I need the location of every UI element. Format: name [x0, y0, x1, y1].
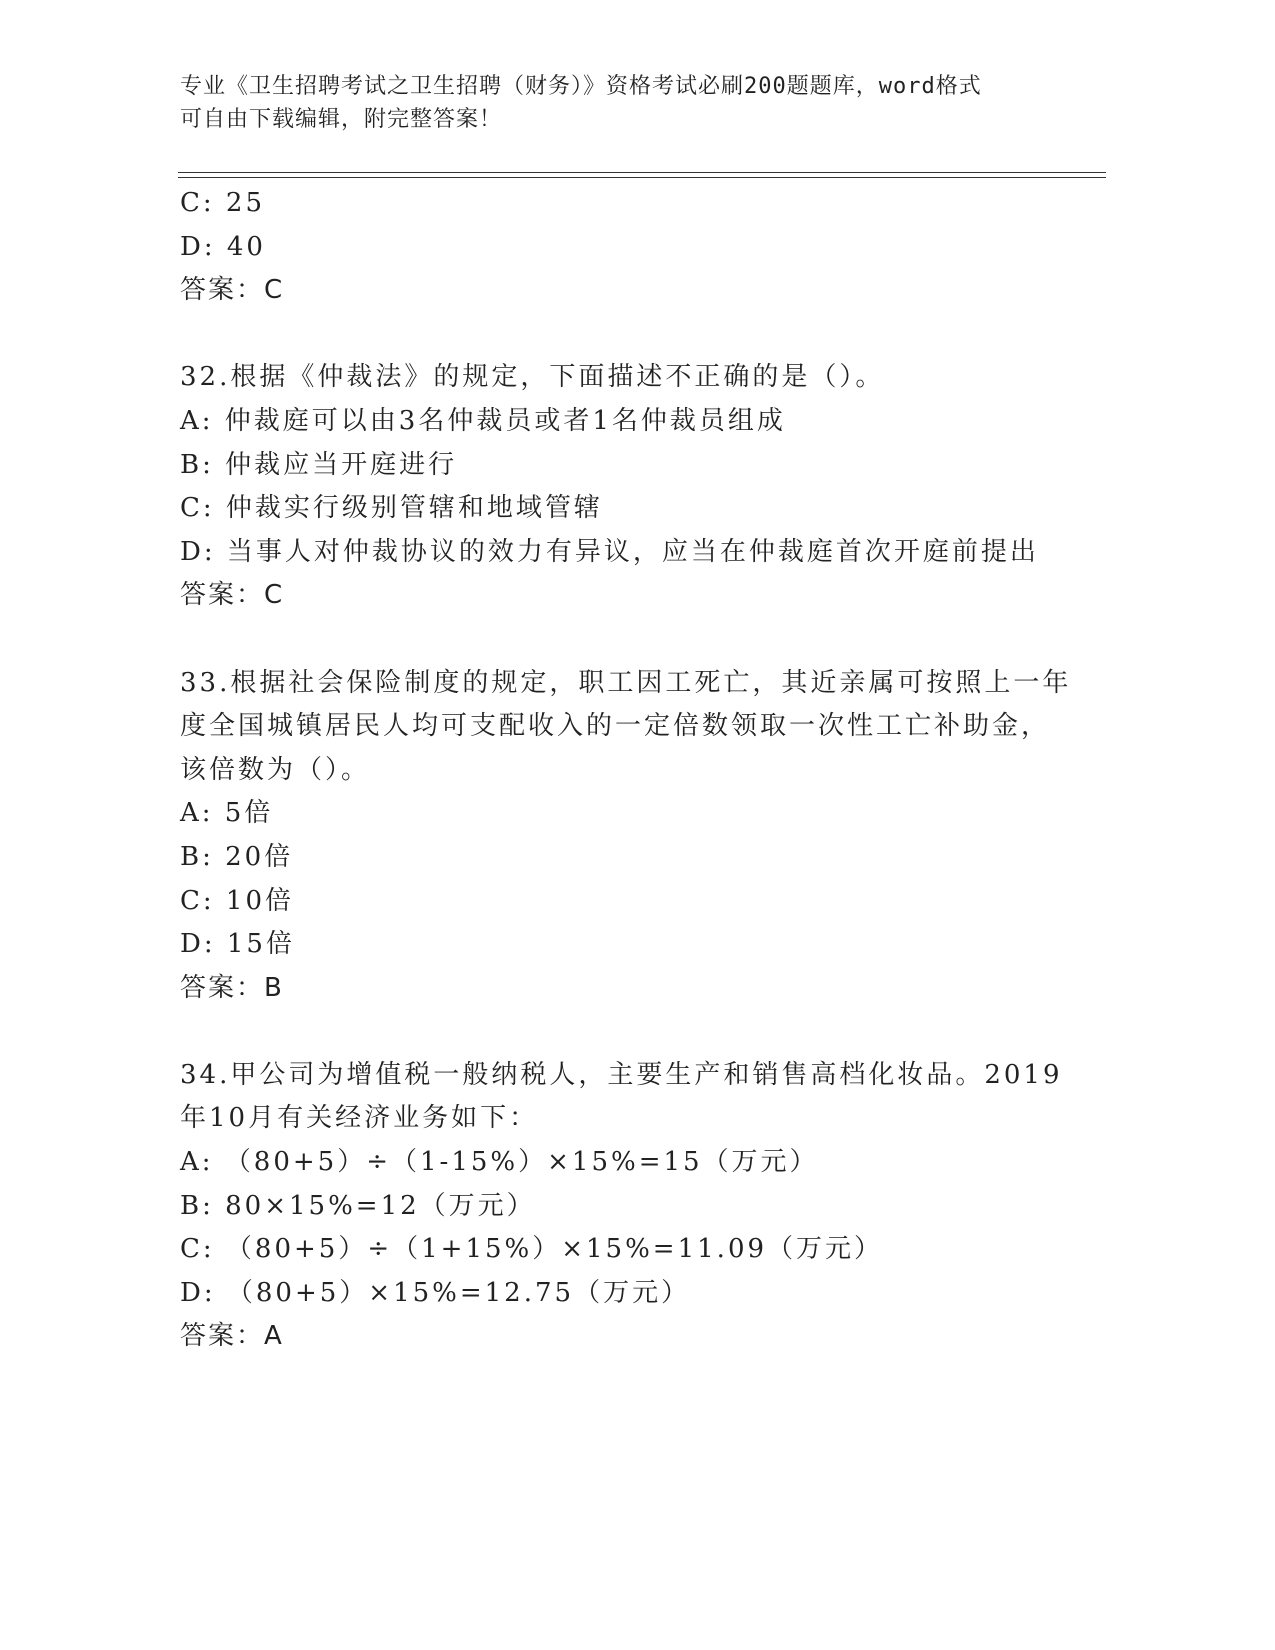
option-c: C: 25: [180, 188, 266, 218]
question-stem: 年10月有关经济业务如下：: [180, 1103, 539, 1134]
option-c: C: 仲裁实行级别管辖和地域管辖: [180, 493, 603, 524]
option-a: A: （80+5）÷（1-15%）×15%=15（万元）: [180, 1147, 819, 1178]
question-stem: 32.根据《仲裁法》的规定，下面描述不正确的是（）。: [180, 362, 885, 393]
document-header: [180, 70, 1060, 136]
header-title-line-2: 可自由下载编辑，附完整答案！: [180, 107, 503, 132]
answer-line: 答案：A: [180, 1321, 284, 1352]
header-divider-bottom: [178, 177, 1106, 178]
option-d: D: 15倍: [180, 929, 295, 960]
question-31-tail: [180, 182, 1080, 313]
option-b: B: 20倍: [180, 841, 294, 872]
spacer: [180, 1010, 1080, 1054]
spacer: [180, 618, 1080, 662]
option-b: B: 仲裁应当开庭进行: [180, 449, 458, 480]
question-stem: 度全国城镇居民人均可支配收入的一定倍数领取一次性工亡补助金，: [180, 711, 1051, 742]
option-a: A: 5倍: [180, 798, 274, 829]
option-c: C: 10倍: [180, 885, 295, 916]
question-list: [180, 182, 1080, 1359]
question-33: [180, 662, 1080, 1011]
question-stem: 33.根据社会保险制度的规定，职工因工死亡，其近亲属可按照上一年: [180, 667, 1072, 698]
answer-line: 答案：C: [180, 580, 285, 611]
question-stem: 34.甲公司为增值税一般纳税人，主要生产和销售高档化妆品。2019: [180, 1059, 1063, 1090]
option-d: D: （80+5）×15%=12.75（万元）: [180, 1277, 691, 1308]
option-a: A: 仲裁庭可以由3名仲裁员或者1名仲裁员组成: [180, 405, 786, 436]
spacer: [180, 313, 1080, 357]
question-34: [180, 1054, 1080, 1359]
option-b: B: 80×15%=12（万元）: [180, 1190, 536, 1221]
question-stem: 该倍数为（）。: [180, 754, 371, 785]
answer-line: 答案：C: [180, 275, 285, 306]
header-divider-top: [178, 172, 1106, 173]
question-32: [180, 356, 1080, 618]
option-c: C: （80+5）÷（1+15%）×15%=11.09（万元）: [180, 1234, 884, 1265]
option-d: D: 当事人对仲裁协议的效力有异议，应当在仲裁庭首次开庭前提出: [180, 536, 1039, 567]
answer-line: 答案：B: [180, 972, 284, 1003]
option-d: D: 40: [180, 231, 266, 262]
header-title-line-1: 专业《卫生招聘考试之卫生招聘（财务）》资格考试必刷200题题库，word格式: [180, 74, 982, 99]
